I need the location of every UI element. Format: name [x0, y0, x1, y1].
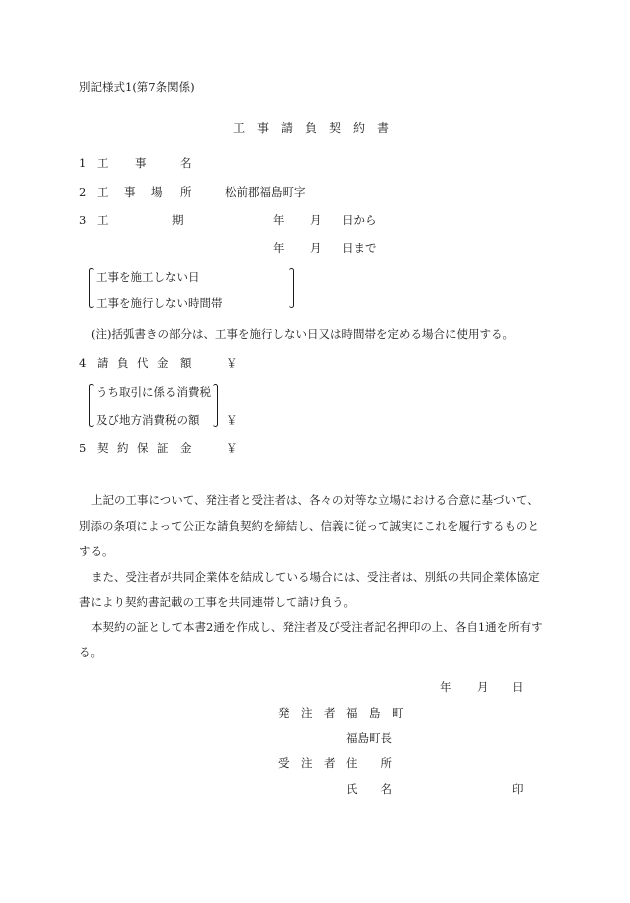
left-bracket	[89, 268, 94, 308]
period-end-year: 年	[273, 241, 285, 255]
contractor-name-label: 氏 名	[346, 782, 392, 796]
tax-right-bracket	[213, 384, 218, 427]
period-end-month: 月	[310, 241, 322, 255]
item1-number: 1	[79, 156, 87, 170]
document-title: 工 事 請 負 契 約 書	[233, 121, 390, 135]
tax-line1: うち取引に係る消費税	[96, 385, 211, 399]
item4-number: 4	[79, 356, 87, 370]
orderer-name: 福 島 町	[346, 706, 404, 720]
body-paragraph1-line: 別添の条項によって公正な請負契約を締結し、信義に従って誠実にこれを履行するものと	[79, 519, 539, 533]
body-paragraph1-line: 上記の工事について、発注者と受注者は、各々の対等な立場における合意に基づいて、	[91, 493, 539, 507]
tax-left-bracket	[89, 384, 94, 427]
bracket-note: (注)括弧書きの部分は、工事を施行しない日又は時間帯を定める場合に使用する。	[91, 327, 514, 341]
form-label: 別記様式1(第7条関係)	[79, 80, 195, 94]
contractor-label: 受 注 者	[278, 756, 336, 770]
body-paragraph1-line: する。	[79, 544, 114, 558]
item3-label-char: 工	[97, 213, 109, 227]
sign-date-year: 年	[440, 680, 452, 694]
body-paragraph2-line: また、受注者が共同企業体を結成している場合には、受注者は、別紙の共同企業体協定	[91, 570, 540, 584]
item1-label-char: 名	[180, 156, 192, 170]
tax-line2: 及び地方消費税の額	[96, 413, 200, 427]
item2-label-char: 事	[124, 185, 136, 199]
item4-label-char: 負	[117, 356, 129, 370]
sign-date-day: 日	[512, 680, 524, 694]
item2-location-value: 松前郡福島町字	[225, 185, 306, 199]
non-working-hours-line: 工事を施行しない時間帯	[96, 296, 223, 310]
body-paragraph2-line: 書により契約書記載の工事を共同連帯して請け負う。	[79, 595, 355, 609]
item2-label-char: 場	[151, 185, 163, 199]
orderer-mayor: 福島町長	[346, 731, 392, 745]
item3-label-char: 期	[172, 213, 184, 227]
orderer-label: 発 注 者	[278, 706, 336, 720]
period-end-day: 日まで	[342, 241, 377, 255]
contract-price-yen: ￥	[226, 356, 238, 370]
item4-label-char: 金	[157, 356, 169, 370]
body-paragraph3-line: る。	[79, 645, 102, 659]
sign-date-month: 月	[477, 680, 489, 694]
item5-number: 5	[79, 441, 87, 455]
period-start-year: 年	[273, 213, 285, 227]
item4-label-char: 額	[180, 356, 192, 370]
item2-number: 2	[79, 185, 87, 199]
item2-label-char: 所	[180, 185, 192, 199]
item1-label-char: 事	[135, 156, 147, 170]
item5-label-char: 約	[117, 441, 129, 455]
item2-label-char: 工	[97, 185, 109, 199]
period-start-day: 日から	[342, 213, 377, 227]
item5-label-char: 保	[137, 441, 149, 455]
right-bracket	[289, 268, 294, 308]
item5-label-char: 金	[180, 441, 192, 455]
item4-label-char: 請	[97, 356, 109, 370]
item3-number: 3	[79, 213, 87, 227]
tax-yen: ￥	[226, 413, 238, 427]
security-deposit-yen: ￥	[226, 441, 238, 455]
non-working-days-line: 工事を施工しない日	[96, 270, 200, 284]
period-start-month: 月	[310, 213, 322, 227]
seal-mark: 印	[512, 782, 524, 796]
contractor-address-label: 住 所	[346, 756, 392, 770]
item5-label-char: 証	[157, 441, 169, 455]
item1-label-char: 工	[97, 156, 109, 170]
item5-label-char: 契	[97, 441, 109, 455]
body-paragraph3-line: 本契約の証として本書2通を作成し、発注者及び受注者記名押印の上、各自1通を所有す	[91, 620, 543, 634]
item4-label-char: 代	[137, 356, 149, 370]
